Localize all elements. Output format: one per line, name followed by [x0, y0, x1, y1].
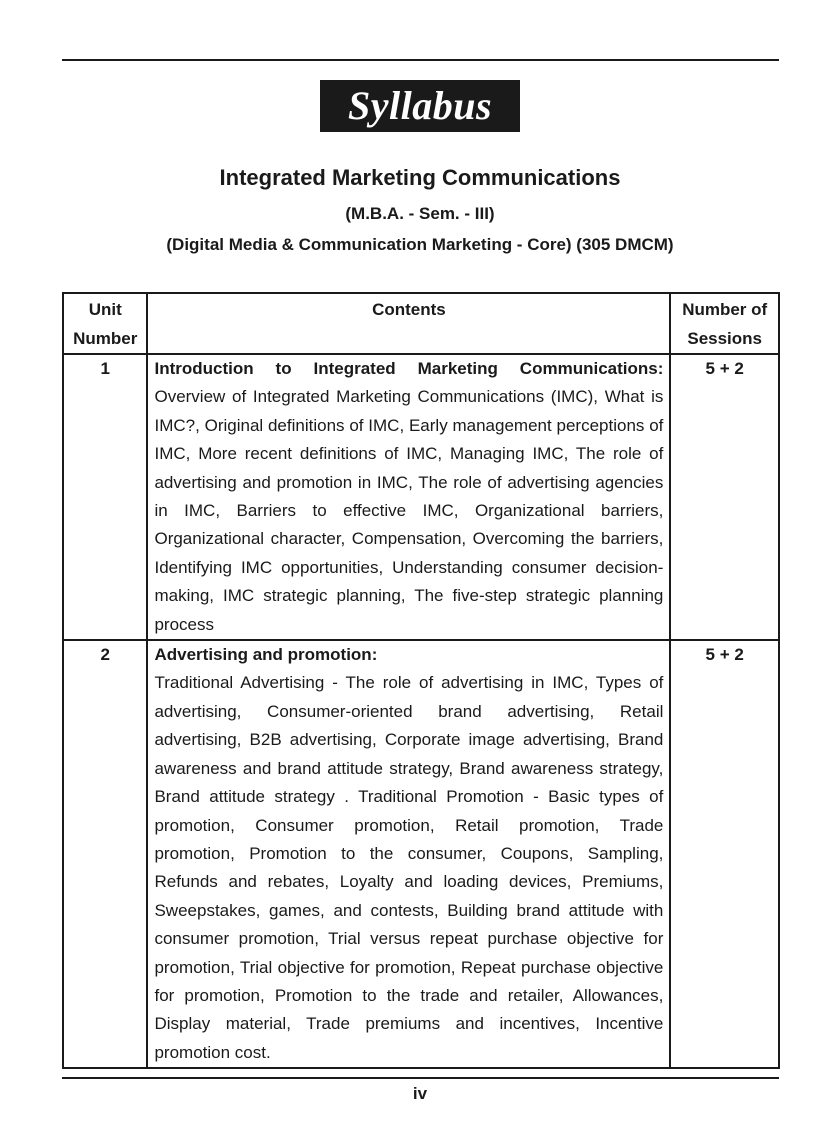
syllabus-banner: Syllabus	[320, 80, 520, 132]
syllabus-table	[62, 292, 780, 1069]
unit-description: Overview of Integrated Marketing Communications (IMC), What is IMC?, Original definitions of IMC, Early management perceptions of IMC, More recent definitions of IMC, Managing IMC, The role of advertising and promotion in IMC, The role of advertising agencies in IMC, Barriers to effective IMC, Organizational barriers, Organizational character, Compensation, Overcoming the barriers, Identifying IMC opportunities, Understanding consumer decision-making, IMC strategic planning, The five-step strategic planning process	[154, 387, 664, 634]
unit-contents-cell	[147, 354, 670, 640]
header-unit-number: Unit Number	[63, 293, 147, 354]
unit-description: Traditional Advertising - The role of advertising in IMC, Types of advertising, Consumer-oriented brand advertising, Retail advertising, B2B advertising, Corporate image advertising, Brand awareness and brand attitude strategy, Brand awareness strategy, Brand attitude strategy . Traditional Promotion - Basic types of promotion, Consumer promotion, Retail promotion, Trade promotion, Promotion to the consumer, Coupons, Sampling, Refunds and rebates, Loyalty and loading devices, Premiums, Sweepstakes, games, and contests, Building brand attitude with consumer promotion, Trial versus repeat purchase objective for promotion, Trial objective for promotion, Repeat purchase objective for promotion, Promotion to the trade and retailer, Allowances, Display material, Trade premiums and incentives, Incentive promotion cost.	[154, 673, 664, 1062]
program-subtitle: (M.B.A. - Sem. - III)	[345, 204, 495, 223]
header-number-of-sessions: Number of Sessions	[670, 293, 779, 354]
header-contents: Contents	[147, 293, 670, 354]
course-title: Integrated Marketing Communications	[219, 165, 621, 190]
table-row	[63, 354, 779, 640]
specialization-subtitle: (Digital Media & Communication Marketing - Core) (305 DMCM)	[166, 235, 674, 254]
top-divider	[62, 59, 779, 61]
page-number: iv	[412, 1084, 428, 1103]
bottom-divider	[62, 1077, 779, 1079]
table-header-row	[63, 293, 779, 354]
sessions-cell: 5 + 2	[670, 354, 779, 640]
sessions-cell: 5 + 2	[670, 640, 779, 1068]
unit-heading: Advertising and promotion:	[154, 645, 378, 665]
unit-contents-cell	[147, 640, 670, 1068]
unit-heading: Introduction to Integrated Marketing Communications:	[154, 359, 664, 378]
table-row	[63, 640, 779, 1068]
unit-number-cell: 2	[63, 640, 147, 1068]
unit-number-cell: 1	[63, 354, 147, 640]
